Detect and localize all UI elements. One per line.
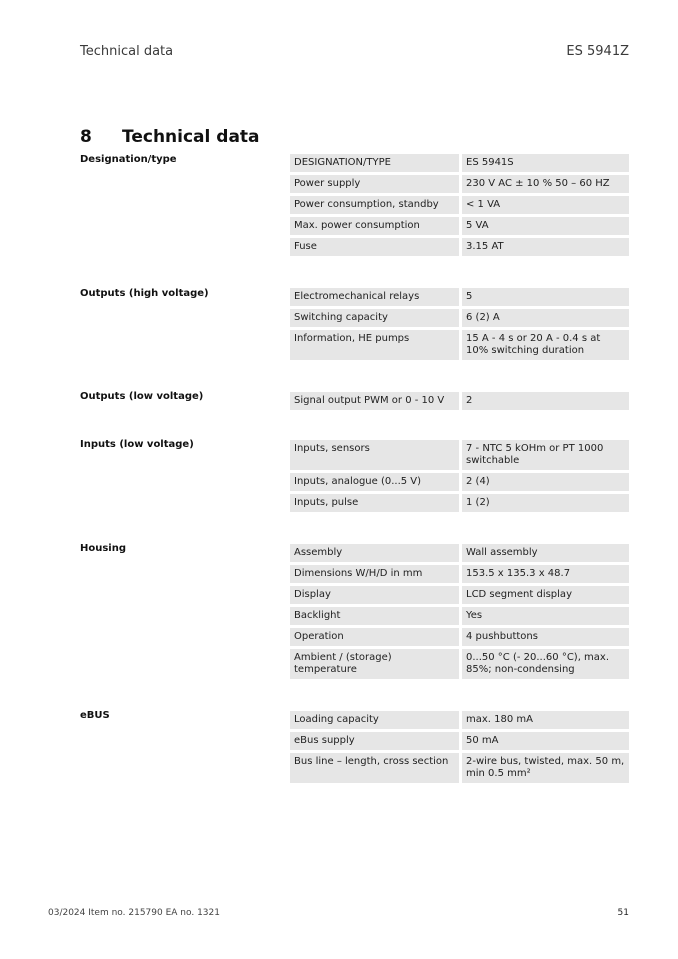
- header-title: Technical data: [80, 44, 174, 59]
- table-row: [290, 217, 629, 235]
- page-number: 51: [617, 908, 629, 918]
- chapter-heading: [80, 127, 260, 147]
- row-value: 4 pushbuttons: [462, 628, 629, 646]
- row-value: 2-wire bus, twisted, max. 50 m, min 0.5 mm²: [462, 753, 629, 783]
- table-row: [290, 330, 629, 360]
- row-key: Inputs, sensors: [290, 440, 462, 470]
- row-value: 5 VA: [462, 217, 629, 235]
- row-key: Switching capacity: [290, 309, 462, 327]
- table-row: [290, 392, 629, 410]
- table-row: [290, 711, 629, 729]
- row-key: Fuse: [290, 238, 462, 256]
- table-row: [290, 175, 629, 193]
- row-key: Power consumption, standby: [290, 196, 462, 214]
- spec-table-inputs-low: [290, 437, 629, 515]
- table-row: [290, 494, 629, 512]
- row-key: eBus supply: [290, 732, 462, 750]
- section-label-outputs-high: Outputs (high voltage): [80, 288, 209, 299]
- row-value: 15 A - 4 s or 20 A - 0.4 s at 10% switching duration: [462, 330, 629, 360]
- row-value: Wall assembly: [462, 544, 629, 562]
- row-value: 0...50 °C (- 20...60 °C), max. 85%; non-condensing: [462, 649, 629, 679]
- row-value: 3.15 AT: [462, 238, 629, 256]
- table-row: [290, 544, 629, 562]
- table-row: [290, 309, 629, 327]
- row-key: Max. power consumption: [290, 217, 462, 235]
- spec-table-outputs-high: [290, 285, 629, 363]
- row-value: 1 (2): [462, 494, 629, 512]
- table-row: [290, 586, 629, 604]
- spec-table-housing: [290, 541, 629, 682]
- spec-table-ebus: [290, 708, 629, 786]
- header-product: ES 5941Z: [566, 44, 629, 59]
- chapter-title: Technical data: [122, 127, 260, 147]
- table-row: [290, 607, 629, 625]
- row-key: Information, HE pumps: [290, 330, 462, 360]
- table-row: [290, 238, 629, 256]
- row-key: Power supply: [290, 175, 462, 193]
- row-key: Display: [290, 586, 462, 604]
- row-value: 2: [462, 392, 629, 410]
- section-label-outputs-low: Outputs (low voltage): [80, 391, 204, 402]
- table-row: [290, 473, 629, 491]
- row-key: Operation: [290, 628, 462, 646]
- table-row: [290, 649, 629, 679]
- table-row: [290, 732, 629, 750]
- row-key: Bus line – length, cross section: [290, 753, 462, 783]
- table-row: [290, 154, 629, 172]
- row-key: Ambient / (storage) temperature: [290, 649, 462, 679]
- row-key: Inputs, analogue (0...5 V): [290, 473, 462, 491]
- row-value: 6 (2) A: [462, 309, 629, 327]
- table-row: [290, 565, 629, 583]
- row-key: Loading capacity: [290, 711, 462, 729]
- row-value: max. 180 mA: [462, 711, 629, 729]
- row-key: Electromechanical relays: [290, 288, 462, 306]
- row-key: Signal output PWM or 0 - 10 V: [290, 392, 462, 410]
- section-label-ebus: eBUS: [80, 710, 110, 721]
- row-value: LCD segment display: [462, 586, 629, 604]
- table-row: [290, 628, 629, 646]
- row-value: < 1 VA: [462, 196, 629, 214]
- section-label-housing: Housing: [80, 543, 127, 554]
- table-row: [290, 440, 629, 470]
- row-value: 50 mA: [462, 732, 629, 750]
- row-value: Yes: [462, 607, 629, 625]
- row-key: Inputs, pulse: [290, 494, 462, 512]
- row-value: 230 V AC ± 10 % 50 – 60 HZ: [462, 175, 629, 193]
- row-key: DESIGNATION/TYPE: [290, 154, 462, 172]
- row-value: 2 (4): [462, 473, 629, 491]
- footer-document-info: 03/2024 Item no. 215790 EA no. 1321: [48, 908, 220, 918]
- table-row: [290, 753, 629, 783]
- row-value: ES 5941S: [462, 154, 629, 172]
- row-value: 5: [462, 288, 629, 306]
- row-key: Backlight: [290, 607, 462, 625]
- chapter-number: 8: [80, 127, 92, 147]
- spec-table-outputs-low: [290, 389, 629, 413]
- row-key: Dimensions W/H/D in mm: [290, 565, 462, 583]
- table-row: [290, 288, 629, 306]
- spec-table-designation: [290, 151, 629, 259]
- section-label-inputs-low: Inputs (low voltage): [80, 439, 194, 450]
- row-value: 153.5 x 135.3 x 48.7: [462, 565, 629, 583]
- table-row: [290, 196, 629, 214]
- section-label-designation: Designation/type: [80, 154, 177, 165]
- row-value: 7 - NTC 5 kOHm or PT 1000 switchable: [462, 440, 629, 470]
- row-key: Assembly: [290, 544, 462, 562]
